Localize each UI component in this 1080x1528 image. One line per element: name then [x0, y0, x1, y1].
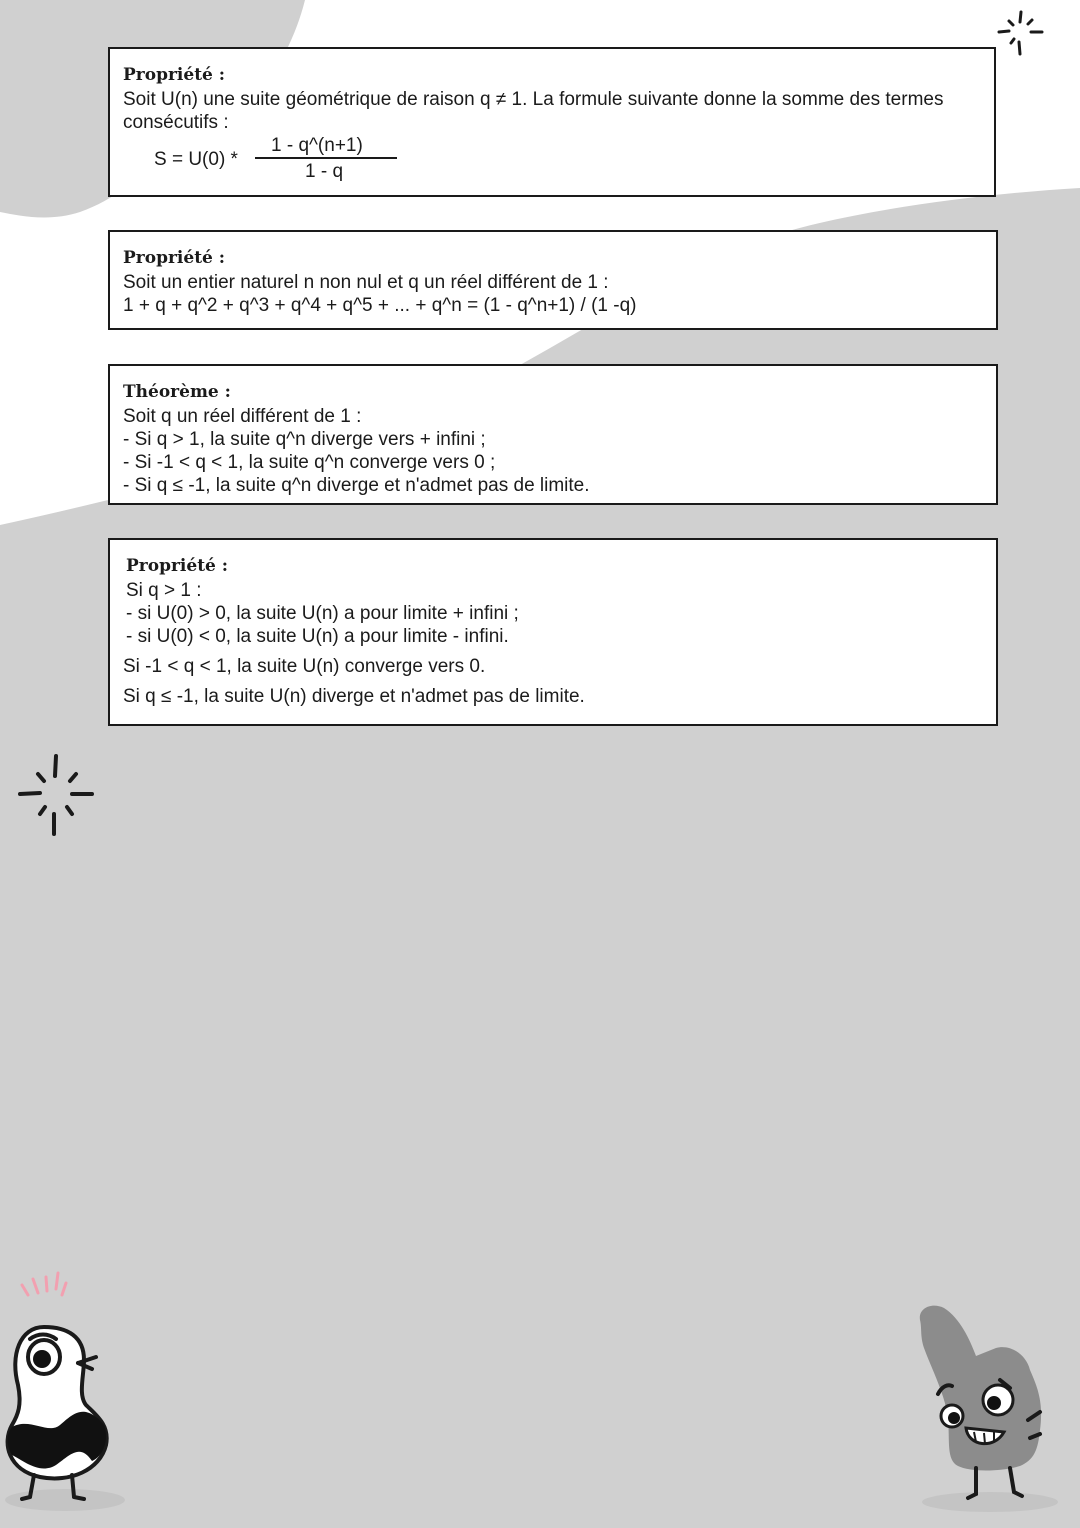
card-text-line: Soit U(n) une suite géométrique de raison q ≠ 1. La formule suivante donne la somme des termes: [123, 89, 944, 110]
card-title: Propriété :: [126, 556, 229, 576]
card-text-line: - Si -1 < q < 1, la suite q^n converge vers 0 ;: [123, 452, 496, 473]
theorem-card-power-limit: [108, 364, 998, 505]
card-text-line: Soit un entier naturel n non nul et q un réel différent de 1 :: [123, 272, 609, 293]
formula-denominator: 1 - q: [305, 161, 344, 182]
fraction-bar: [255, 157, 397, 159]
sum-formula: [123, 134, 980, 182]
sparkle-icon: [995, 8, 1045, 58]
card-text-line: - Si q > 1, la suite q^n diverge vers + infini ;: [123, 429, 486, 450]
card-text-line: Si q > 1 :: [126, 580, 202, 601]
card-title: Propriété :: [123, 248, 226, 268]
card-text-line: 1 + q + q^2 + q^3 + q^4 + q^5 + ... + q^n = (1 - q^n+1) / (1 -q): [123, 295, 637, 316]
property-card-sequence-limit: [108, 538, 998, 726]
formula-numerator: 1 - q^(n+1): [271, 135, 363, 156]
property-card-power-sum: [108, 230, 998, 330]
duck-mascot-icon: [0, 1265, 140, 1515]
card-paragraph: Si q ≤ -1, la suite U(n) diverge et n'admet pas de limite.: [123, 686, 585, 707]
sparkle-icon: [16, 752, 98, 838]
formula-lhs: S = U(0) *: [154, 149, 238, 170]
card-paragraph: Si -1 < q < 1, la suite U(n) converge vers 0.: [123, 656, 486, 677]
card-text-line: - si U(0) > 0, la suite U(n) a pour limite + infini ;: [126, 603, 519, 624]
card-text-line: - si U(0) < 0, la suite U(n) a pour limite - infini.: [126, 626, 509, 647]
card-text-line: Soit q un réel différent de 1 :: [123, 406, 362, 427]
card-text-line: - Si q ≤ -1, la suite q^n diverge et n'admet pas de limite.: [123, 475, 590, 496]
card-text-line: consécutifs :: [123, 112, 229, 133]
card-title: Théorème :: [123, 382, 231, 402]
card-title: Propriété :: [123, 65, 226, 85]
property-card-geometric-sum: [108, 47, 996, 197]
monster-mascot-icon: [910, 1300, 1070, 1515]
